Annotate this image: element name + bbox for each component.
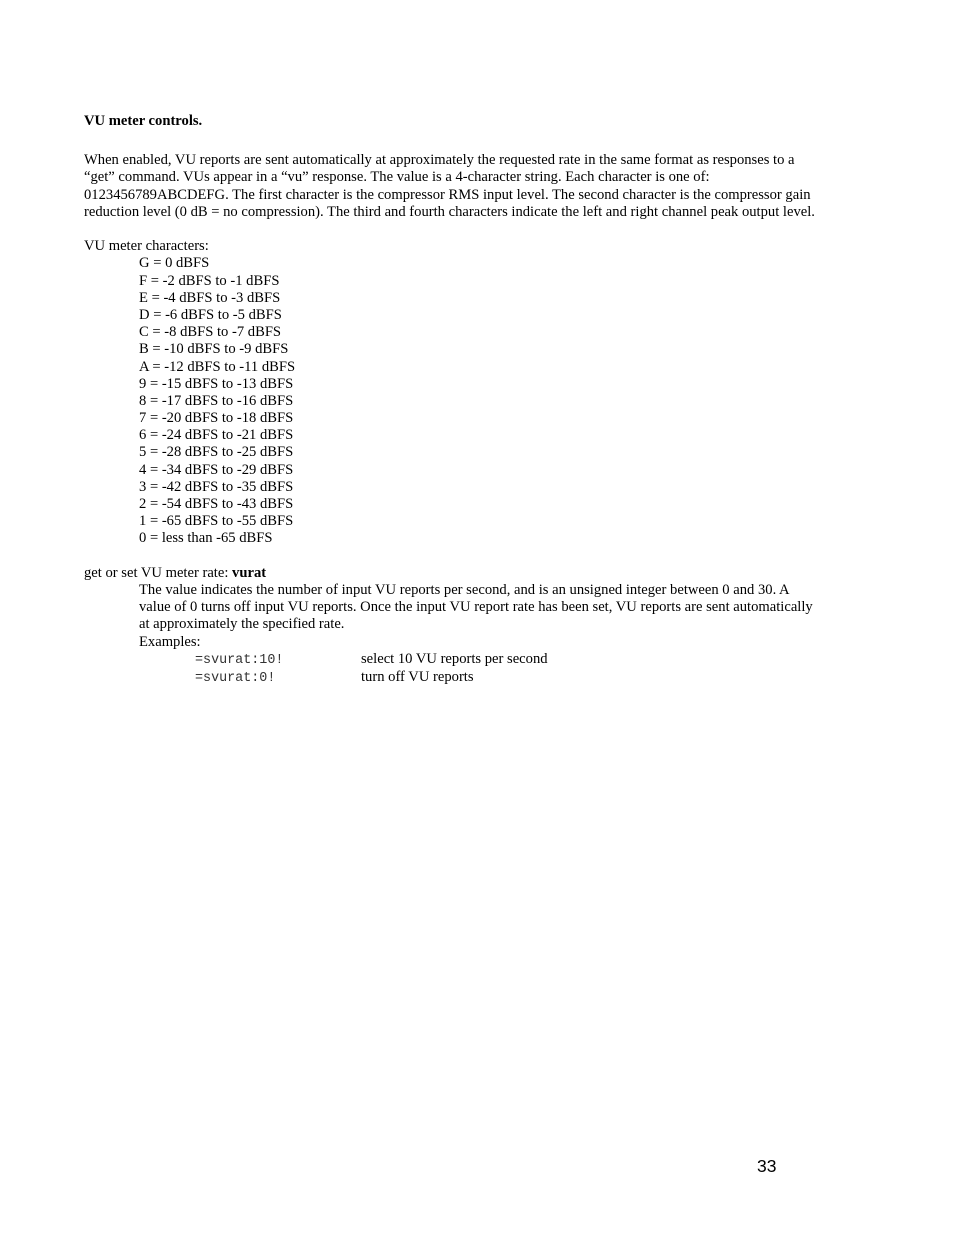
example-code: =svurat:0! <box>195 670 276 686</box>
example-row <box>195 651 874 669</box>
section-heading: VU meter controls. <box>84 113 203 129</box>
list-item: F = -2 dBFS to -1 dBFS <box>139 272 280 289</box>
list-item: D = -6 dBFS to -5 dBFS <box>139 306 282 323</box>
characters-list <box>84 255 874 547</box>
page-number: 33 <box>757 1156 777 1176</box>
rate-label: get or set VU meter rate: <box>84 564 233 581</box>
list-item: 5 = -28 dBFS to -25 dBFS <box>139 444 294 461</box>
intro-paragraph: When enabled, VU reports are sent automatically at approximately the requested rate in the same format as responses to a “get” command. VUs appear in a “vu” response. The value is a 4-character string. Each character is one of: 0123456789ABCDEFG. The first character is the compressor RMS input level. The second character is the compressor gain reduction level (0 dB = no compression). The third and fourth characters indicate the left and right channel peak output level. <box>84 152 815 220</box>
list-item: 0 = less than -65 dBFS <box>139 530 273 547</box>
rate-description: The value indicates the number of input VU reports per second, and is an unsigned integer between 0 and 30. A value of 0 turns off input VU reports. Once the input VU report rate has been set, VU reports are sent automatically at approximately the specified rate. <box>139 581 813 633</box>
list-item: 9 = -15 dBFS to -13 dBFS <box>139 375 294 392</box>
examples-label: Examples: <box>139 633 201 650</box>
list-item: 3 = -42 dBFS to -35 dBFS <box>139 478 294 495</box>
example-row <box>195 669 874 687</box>
document-page <box>84 113 874 687</box>
rate-command: vurat <box>232 564 267 581</box>
example-description: turn off VU reports <box>361 668 474 685</box>
example-code: =svurat:10! <box>195 652 284 668</box>
list-item: 1 = -65 dBFS to -55 dBFS <box>139 513 294 530</box>
example-description: select 10 VU reports per second <box>361 650 548 667</box>
list-item: 8 = -17 dBFS to -16 dBFS <box>139 392 294 409</box>
characters-label: VU meter characters: <box>84 238 209 255</box>
spacer <box>84 221 874 238</box>
examples-list <box>84 651 874 687</box>
list-item: B = -10 dBFS to -9 dBFS <box>139 341 289 358</box>
list-item: E = -4 dBFS to -3 dBFS <box>139 289 281 306</box>
list-item: 6 = -24 dBFS to -21 dBFS <box>139 427 294 444</box>
list-item: 2 = -54 dBFS to -43 dBFS <box>139 496 294 513</box>
spacer <box>84 130 874 152</box>
list-item: 4 = -34 dBFS to -29 dBFS <box>139 461 294 478</box>
list-item: A = -12 dBFS to -11 dBFS <box>139 358 296 375</box>
spacer <box>84 548 874 565</box>
list-item: C = -8 dBFS to -7 dBFS <box>139 324 282 341</box>
list-item: 7 = -20 dBFS to -18 dBFS <box>139 410 294 427</box>
list-item: G = 0 dBFS <box>139 255 210 272</box>
rate-heading-line <box>84 565 874 582</box>
